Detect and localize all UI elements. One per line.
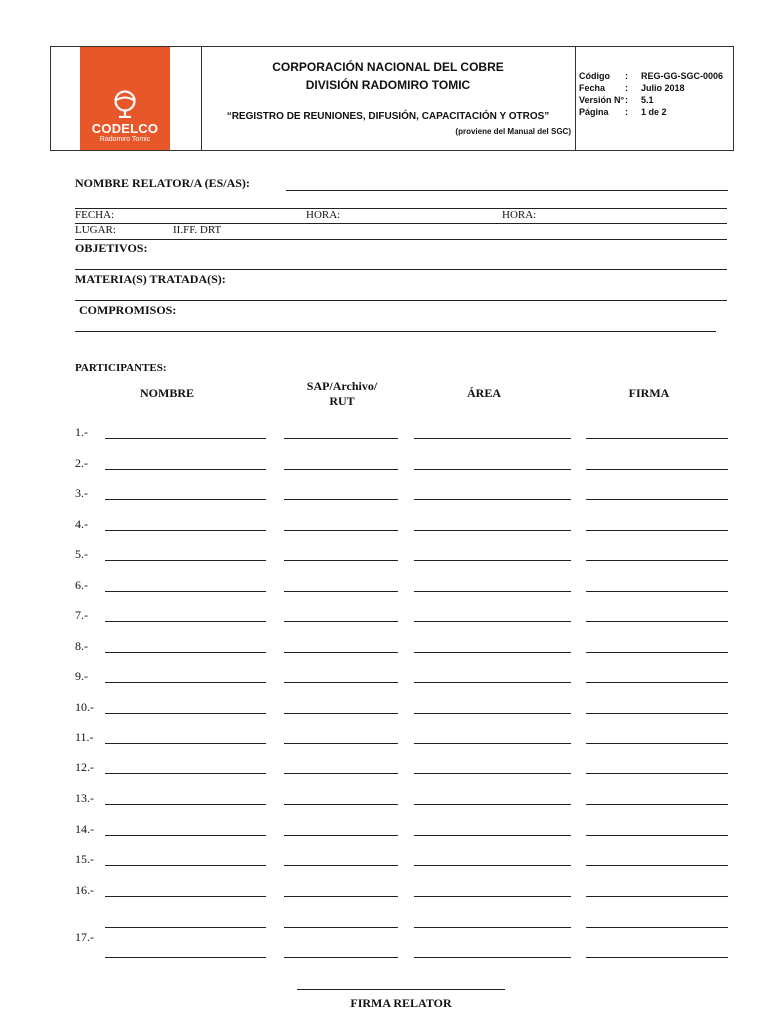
area-field[interactable] <box>414 591 571 592</box>
row-number: 12.- <box>75 760 94 774</box>
row-number: 7.- <box>75 608 88 622</box>
area-field[interactable] <box>414 957 571 958</box>
logo-cell <box>51 47 202 150</box>
firma-field[interactable] <box>586 530 728 531</box>
document-title: “REGISTRO DE REUNIONES, DIFUSIÓN, CAPACITACIÓN Y OTROS” <box>226 111 550 122</box>
firma-field[interactable] <box>586 499 728 500</box>
sap-rut-field[interactable] <box>284 835 398 836</box>
division-name: DIVISIÓN RADOMIRO TOMIC <box>305 78 471 92</box>
area-field[interactable] <box>414 438 571 439</box>
sap-rut-field[interactable] <box>284 713 398 714</box>
row-number: 11.- <box>75 730 94 744</box>
meta-row-page: Página : 1 de 2 <box>579 107 667 117</box>
firma-field[interactable] <box>586 835 728 836</box>
nombre-field[interactable] <box>105 621 266 622</box>
nombre-field[interactable] <box>105 469 266 470</box>
firma-field[interactable] <box>586 773 728 774</box>
lugar-label: LUGAR: <box>75 224 116 236</box>
sap-rut-field[interactable] <box>284 621 398 622</box>
sap-rut-field[interactable] <box>284 652 398 653</box>
area-field[interactable] <box>414 773 571 774</box>
row-number: 10.- <box>75 700 94 714</box>
firma-field[interactable] <box>586 927 728 928</box>
document-header <box>50 46 734 151</box>
area-field[interactable] <box>414 865 571 866</box>
document-meta <box>579 71 723 119</box>
firma-field[interactable] <box>586 621 728 622</box>
nombre-field[interactable] <box>105 652 266 653</box>
column-rut: RUT <box>329 394 355 408</box>
nombre-field[interactable] <box>105 438 266 439</box>
nombre-field[interactable] <box>105 499 266 500</box>
sap-rut-field[interactable] <box>284 682 398 683</box>
nombre-field[interactable] <box>105 682 266 683</box>
hora-start-label: HORA: <box>306 209 341 221</box>
firma-field[interactable] <box>586 469 728 470</box>
area-field[interactable] <box>414 804 571 805</box>
fecha-label: FECHA: <box>75 209 115 221</box>
sap-rut-field[interactable] <box>284 927 398 928</box>
participants-title: PARTICIPANTES: <box>75 362 167 374</box>
organization-name: CORPORACIÓN NACIONAL DEL COBRE <box>272 60 504 74</box>
logo-brand: CODELCO <box>91 121 159 136</box>
firma-field[interactable] <box>586 743 728 744</box>
nombre-field[interactable] <box>105 927 266 928</box>
area-field[interactable] <box>414 621 571 622</box>
meta-row-code: Código : REG-GG-SGC-0006 <box>579 71 724 81</box>
sap-rut-field[interactable] <box>284 773 398 774</box>
logo-subtitle: Radomiro Tomic <box>99 136 151 143</box>
row-number: 2.- <box>75 456 88 470</box>
nombre-field[interactable] <box>105 773 266 774</box>
area-field[interactable] <box>414 682 571 683</box>
column-sap-archivo: SAP/Archivo/ <box>306 379 378 393</box>
hora-end-label: HORA: <box>502 209 537 221</box>
sap-rut-field[interactable] <box>284 896 398 897</box>
row-number: 4.- <box>75 517 88 531</box>
row-number: 8.- <box>75 639 88 653</box>
firma-field[interactable] <box>586 804 728 805</box>
lugar-field[interactable] <box>75 239 727 240</box>
relator-field[interactable] <box>286 190 728 191</box>
copper-symbol-icon <box>109 90 141 118</box>
sap-rut-field[interactable] <box>284 865 398 866</box>
nombre-field[interactable] <box>105 957 266 958</box>
area-field[interactable] <box>414 499 571 500</box>
nombre-field[interactable] <box>105 896 266 897</box>
relator-signature-label: FIRMA RELATOR <box>350 996 452 1010</box>
area-field[interactable] <box>414 927 571 928</box>
objetivos-field[interactable] <box>75 269 727 270</box>
sap-rut-field[interactable] <box>284 499 398 500</box>
column-area: ÁREA <box>466 386 501 400</box>
area-field[interactable] <box>414 469 571 470</box>
meta-row-date: Fecha : Julio 2018 <box>579 83 685 93</box>
nombre-field[interactable] <box>105 560 266 561</box>
relator-label: NOMBRE RELATOR/A (ES/AS): <box>75 176 250 190</box>
sap-rut-field[interactable] <box>284 591 398 592</box>
sap-rut-field[interactable] <box>284 804 398 805</box>
codelco-logo <box>80 47 170 150</box>
compromisos-label: COMPROMISOS: <box>79 303 177 317</box>
sap-rut-field[interactable] <box>284 957 398 958</box>
row-number: 1.- <box>75 425 88 439</box>
area-field[interactable] <box>414 835 571 836</box>
row-number: 6.- <box>75 578 88 592</box>
compromisos-field[interactable] <box>75 331 716 332</box>
nombre-field[interactable] <box>105 591 266 592</box>
relator-signature-line[interactable] <box>297 989 505 990</box>
area-field[interactable] <box>414 560 571 561</box>
row-number: 16.- <box>75 883 94 897</box>
firma-field[interactable] <box>586 438 728 439</box>
nombre-field[interactable] <box>105 743 266 744</box>
nombre-field[interactable] <box>105 835 266 836</box>
document-note: (proviene del Manual del SGC) <box>455 127 571 136</box>
meta-cell <box>575 47 733 150</box>
column-nombre: NOMBRE <box>140 386 194 400</box>
row-number: 17.- <box>75 930 94 944</box>
firma-field[interactable] <box>586 591 728 592</box>
sap-rut-field[interactable] <box>284 438 398 439</box>
nombre-field[interactable] <box>105 713 266 714</box>
row-number: 15.- <box>75 852 94 866</box>
row-number: 14.- <box>75 822 94 836</box>
materias-field[interactable] <box>75 300 727 301</box>
meta-row-version: Versión N°: 5.1 <box>579 95 654 105</box>
objetivos-label: OBJETIVOS: <box>75 241 148 255</box>
row-number: 3.- <box>75 486 88 500</box>
firma-field[interactable] <box>586 865 728 866</box>
nombre-field[interactable] <box>105 804 266 805</box>
row-number: 9.- <box>75 669 88 683</box>
area-field[interactable] <box>414 652 571 653</box>
row-number: 13.- <box>75 791 94 805</box>
firma-field[interactable] <box>586 652 728 653</box>
nombre-field[interactable] <box>105 865 266 866</box>
area-field[interactable] <box>414 713 571 714</box>
title-cell <box>201 47 576 150</box>
area-field[interactable] <box>414 743 571 744</box>
sap-rut-field[interactable] <box>284 530 398 531</box>
row-number: 5.- <box>75 547 88 561</box>
nombre-field[interactable] <box>105 530 266 531</box>
sap-rut-field[interactable] <box>284 743 398 744</box>
divider <box>75 208 727 209</box>
firma-field[interactable] <box>586 560 728 561</box>
materias-label: MATERIA(S) TRATADA(S): <box>75 272 226 286</box>
lugar-value: II.FF. DRT <box>173 224 222 236</box>
area-field[interactable] <box>414 896 571 897</box>
firma-field[interactable] <box>586 682 728 683</box>
firma-field[interactable] <box>586 713 728 714</box>
area-field[interactable] <box>414 530 571 531</box>
firma-field[interactable] <box>586 957 728 958</box>
sap-rut-field[interactable] <box>284 469 398 470</box>
column-firma: FIRMA <box>628 386 670 400</box>
firma-field[interactable] <box>586 896 728 897</box>
sap-rut-field[interactable] <box>284 560 398 561</box>
